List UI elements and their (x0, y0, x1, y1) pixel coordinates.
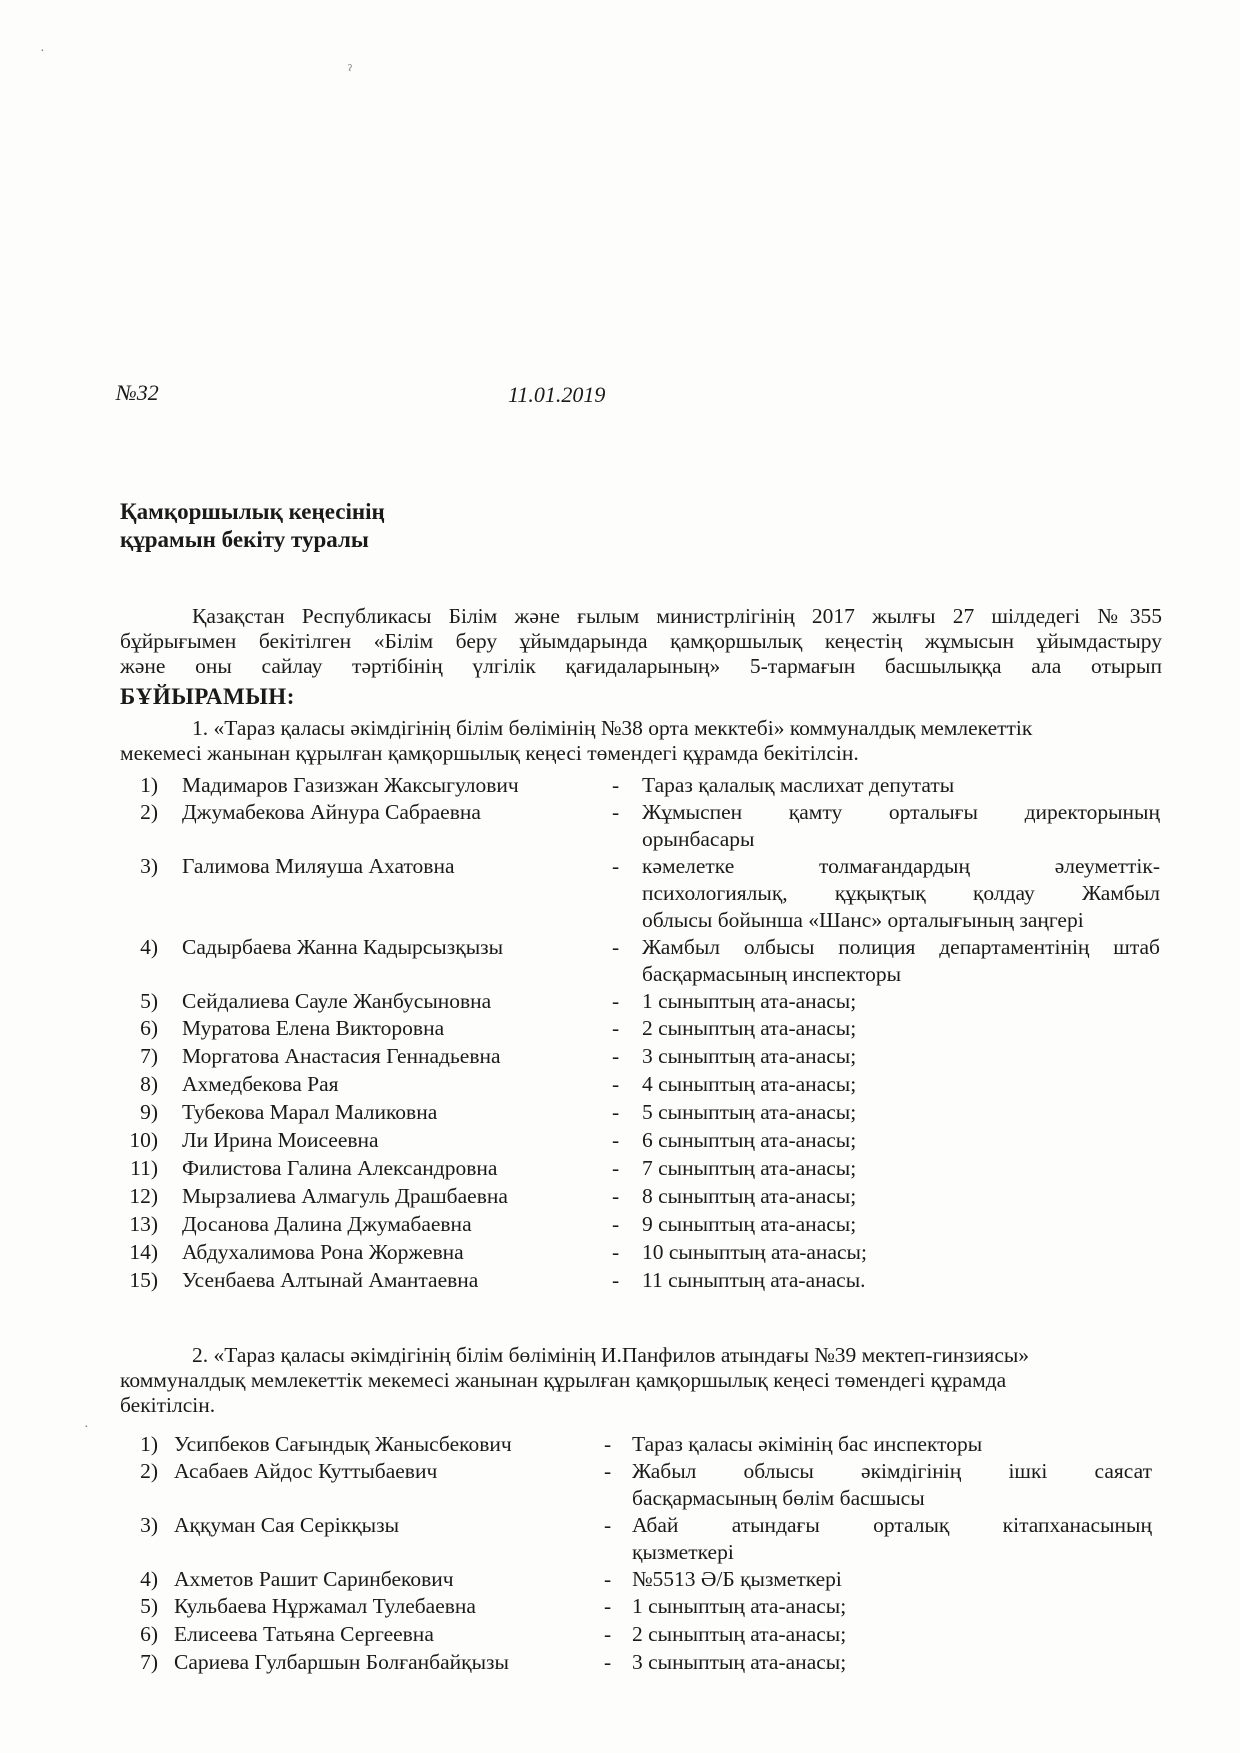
member-dash: - (612, 800, 620, 824)
member-role (642, 1015, 1160, 1042)
member-role-line: 8 сыныптың ата-анасы; (642, 1184, 857, 1208)
member-row (118, 853, 1168, 934)
document-number: №32 (116, 380, 159, 405)
member-role (642, 853, 1160, 934)
member-dash: - (604, 1459, 612, 1483)
member-row (118, 1566, 1168, 1593)
member-number: 3) (140, 854, 158, 878)
member-name: Галимова Миляуша Ахатовна (182, 854, 455, 878)
member-dash: - (612, 989, 620, 1013)
member-name: Усипбеков Сағындық Жанысбекович (174, 1432, 512, 1456)
title-line: Қамқоршылық кеңесінің (120, 499, 385, 524)
member-number: 12) (129, 1184, 158, 1208)
member-name: Елисеева Татьяна Сергеевна (174, 1622, 434, 1646)
member-role (632, 1566, 1152, 1593)
member-name: Асабаев Айдос Куттыбаевич (174, 1459, 438, 1483)
member-dash: - (604, 1594, 612, 1618)
document-title (120, 498, 385, 554)
member-dash: - (604, 1650, 612, 1674)
member-row (118, 1015, 1168, 1043)
member-name: Муратова Елена Викторовна (182, 1016, 445, 1040)
member-dash: - (612, 1240, 620, 1264)
member-role (642, 1183, 1160, 1210)
member-role-line: 6 сыныптың ата-анасы; (642, 1128, 857, 1152)
member-row (118, 1649, 1168, 1677)
member-role-line: Тараз қаласы әкімінің бас инспекторы (632, 1432, 983, 1456)
member-name: Сейдалиева Сауле Жанбусыновна (182, 989, 492, 1013)
member-role (642, 1211, 1160, 1238)
member-row (118, 1512, 1168, 1566)
member-row (118, 1593, 1168, 1621)
member-role (642, 1099, 1160, 1126)
member-name: Сариева Гулбаршын Болғанбайқызы (174, 1650, 509, 1674)
member-name: Джумабекова Айнура Сабраевна (182, 800, 481, 824)
member-role-line: №5513 Ә/Б қызметкері (632, 1567, 842, 1591)
member-dash: - (612, 1128, 620, 1152)
member-row (118, 1458, 1168, 1512)
member-role-line: 11 сыныптың ата-анасы. (642, 1268, 866, 1292)
member-number: 7) (140, 1650, 158, 1674)
member-number: 9) (140, 1100, 158, 1124)
member-name: Садырбаева Жанна Кадырсызқызы (182, 935, 504, 959)
member-name: Мадимаров Газизжан Жаксыгулович (182, 773, 519, 797)
member-row (118, 988, 1168, 1015)
member-row (118, 1431, 1168, 1458)
member-name: Аққуман Сая Серікқызы (174, 1513, 400, 1537)
member-number: 15) (129, 1268, 158, 1292)
member-row (118, 934, 1168, 988)
member-dash: - (612, 1212, 620, 1236)
member-role-line: Жабыл облысы әкімдігінің ішкі саясат (632, 1459, 1152, 1483)
member-dash: - (604, 1432, 612, 1456)
member-role (642, 1155, 1160, 1182)
scan-speck: · (84, 1420, 89, 1435)
member-dash: - (612, 935, 620, 959)
member-role-line: 5 сыныптың ата-анасы; (642, 1100, 857, 1124)
member-row (118, 799, 1168, 853)
member-role-line: Жамбыл олбысы полиция департаментінің штаб (642, 935, 1160, 959)
member-role-line: 2 сыныптың ата-анасы; (632, 1622, 847, 1646)
member-row (118, 772, 1168, 799)
member-role (642, 934, 1160, 988)
member-number: 13) (129, 1212, 158, 1236)
member-role-line: 1 сыныптың ата-анасы; (632, 1594, 847, 1618)
member-row (118, 1621, 1168, 1649)
member-role-line: облысы бойынша «Шанс» орталығының заңгері (642, 908, 1084, 932)
member-row (118, 1043, 1168, 1071)
preamble-line: бұйрығымен бекітілген «Білім беру ұйымдарында қамқоршылық кеңестің жұмысын ұйымдастыру (120, 629, 1162, 653)
member-dash: - (612, 1184, 620, 1208)
member-role-line: басқармасының бөлім басшысы (632, 1486, 925, 1510)
member-dash: - (612, 1072, 620, 1096)
member-dash: - (612, 1268, 620, 1292)
member-role (642, 772, 1160, 799)
member-dash: - (612, 1016, 620, 1040)
preamble-line: және оны сайлау тәртібінің үлгілік қағидаларының» 5-тармағын басшылыққа ала отырып (120, 654, 1162, 678)
preamble-paragraph (120, 604, 1162, 679)
section2-line: 2. «Тараз қаласы әкімдігінің білім бөлімінің И.Панфилов атындағы №39 мектеп-гинзиясы» (192, 1343, 1030, 1367)
member-name: Ахметов Рашит Саринбекович (174, 1567, 454, 1591)
member-role (642, 1071, 1160, 1098)
member-role-line: басқармасының инспекторы (642, 962, 902, 986)
member-name: Усенбаева Алтынай Амантаевна (182, 1268, 479, 1292)
member-number: 10) (129, 1128, 158, 1152)
member-name: Филистова Галина Александровна (182, 1156, 498, 1180)
member-dash: - (604, 1567, 612, 1591)
member-role (642, 1267, 1160, 1294)
section1-paragraph (120, 716, 1162, 766)
section1-line: мекемесі жанынан құрылған қамқоршылық кеңесі төмендегі құрамда бекітілсін. (120, 741, 859, 765)
member-number: 3) (140, 1513, 158, 1537)
member-number: 4) (140, 935, 158, 959)
member-role-line: қызметкері (632, 1540, 734, 1564)
member-role-line: Абай атындағы орталық кітапханасының (632, 1513, 1152, 1537)
member-number: 14) (129, 1240, 158, 1264)
member-number: 1) (140, 773, 158, 797)
member-role-line: 3 сыныптың ата-анасы; (642, 1044, 857, 1068)
member-name: Ли Ирина Моисеевна (182, 1128, 379, 1152)
member-role-line: 3 сыныптың ата-анасы; (632, 1650, 847, 1674)
section2-paragraph (120, 1343, 1162, 1418)
section2-member-list (118, 1431, 1168, 1677)
title-line: құрамын бекіту туралы (120, 527, 369, 552)
section1-member-list (118, 772, 1168, 1295)
member-role (642, 1127, 1160, 1154)
member-role-line: Жұмыспен қамту орталығы директорының (642, 800, 1160, 824)
member-role-line: кәмелетке толмағандардың әлеуметтік- (642, 854, 1160, 878)
member-number: 2) (140, 1459, 158, 1483)
member-row (118, 1211, 1168, 1239)
member-role (642, 1043, 1160, 1070)
member-name: Моргатова Анастасия Геннадьевна (182, 1044, 501, 1068)
member-number: 2) (140, 800, 158, 824)
member-number: 5) (140, 1594, 158, 1618)
member-dash: - (612, 1156, 620, 1180)
member-dash: - (612, 1044, 620, 1068)
member-name: Ахмедбекова Рая (182, 1072, 339, 1096)
member-role (632, 1458, 1152, 1512)
member-dash: - (604, 1622, 612, 1646)
member-role (632, 1621, 1152, 1648)
member-role-line: психологиялық, құқықтық қолдау Жамбыл (642, 881, 1160, 905)
member-row (118, 1071, 1168, 1099)
member-name: Досанова Далина Джумабаевна (182, 1212, 472, 1236)
member-role (642, 1239, 1160, 1266)
member-role-line: орынбасары (642, 827, 755, 851)
member-role-line: 2 сыныптың ата-анасы; (642, 1016, 857, 1040)
member-number: 8) (140, 1072, 158, 1096)
member-number: 7) (140, 1044, 158, 1068)
section2-line: бекітілсін. (120, 1393, 216, 1417)
member-role (632, 1431, 1152, 1458)
member-number: 1) (140, 1432, 158, 1456)
member-name: Кульбаева Нұржамал Тулебаевна (174, 1594, 476, 1618)
member-dash: - (612, 1100, 620, 1124)
member-number: 6) (140, 1622, 158, 1646)
member-role (632, 1649, 1152, 1676)
document-date: 11.01.2019 (508, 382, 606, 407)
member-row (118, 1099, 1168, 1127)
member-row (118, 1239, 1168, 1267)
member-role-line: 4 сыныптың ата-анасы; (642, 1072, 857, 1096)
scan-speck: ˀ (348, 62, 352, 79)
member-dash: - (604, 1513, 612, 1537)
member-name: Абдухалимова Рона Жоржевна (182, 1240, 464, 1264)
member-row (118, 1155, 1168, 1183)
member-role-line: 10 сыныптың ата-анасы; (642, 1240, 867, 1264)
member-role-line: 9 сыныптың ата-анасы; (642, 1212, 857, 1236)
member-number: 6) (140, 1016, 158, 1040)
member-row (118, 1127, 1168, 1155)
member-row (118, 1183, 1168, 1211)
section1-line: 1. «Тараз қаласы әкімдігінің білім бөлімінің №38 орта мекктебі» коммуналдық мемлекеттік (192, 716, 1033, 740)
member-dash: - (612, 773, 620, 797)
member-name: Мырзалиева Алмагуль Драшбаевна (182, 1184, 508, 1208)
member-dash: - (612, 854, 620, 878)
member-number: 4) (140, 1567, 158, 1591)
member-row (118, 1267, 1168, 1295)
order-heading: БҰЙЫРАМЫН: (120, 684, 295, 709)
member-role (632, 1593, 1152, 1620)
scan-speck: · (40, 44, 45, 59)
member-role-line: 1 сыныптың ата-анасы; (642, 989, 857, 1013)
member-name: Тубекова Марал Маликовна (182, 1100, 438, 1124)
member-role (642, 799, 1160, 853)
member-role-line: 7 сыныптың ата-анасы; (642, 1156, 857, 1180)
member-role-line: Тараз қалалық маслихат депутаты (642, 773, 955, 797)
preamble-line: Қазақстан Республикасы Білім және ғылым министрлігінің 2017 жылғы 27 шілдедегі №355 (192, 604, 1162, 628)
section2-line: коммуналдық мемлекеттік мекемесі жанынан құрылған қамқоршылық кеңесі төмендегі құрамда (120, 1368, 1007, 1392)
member-number: 11) (130, 1156, 158, 1180)
member-role (632, 1512, 1152, 1566)
member-role (642, 988, 1160, 1015)
member-number: 5) (140, 989, 158, 1013)
